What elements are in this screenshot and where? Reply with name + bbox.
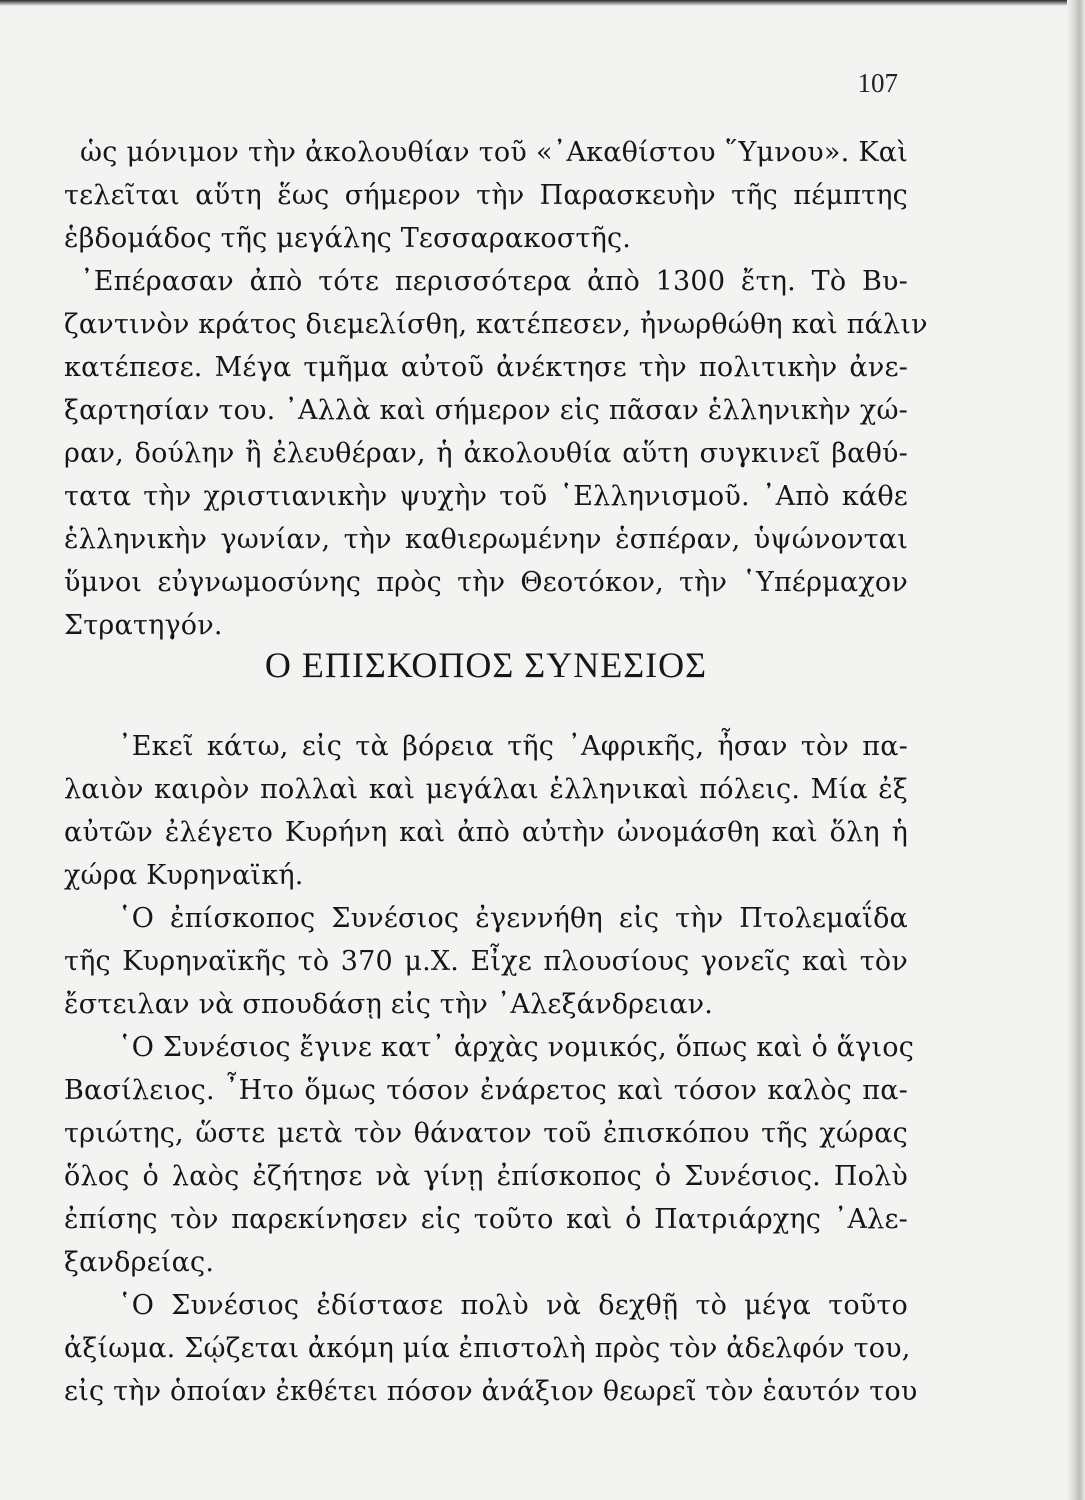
text-line: ὅλος ὁ λαὸς ἐζήτησε νὰ γίνῃ ἐπίσκοπος ὁ Συνέσιος. Πολὺ	[64, 1161, 908, 1192]
text-line: αὐτῶν ἐλέγετο Κυρήνη καὶ ἀπὸ αὐτὴν ὠνομάσθη καὶ ὅλη ἡ	[64, 817, 908, 848]
text-line: ὕμνοι εὐγνωμοσύνης πρὸς τὴν Θεοτόκον, τὴν ῾Υπέρμαχον	[64, 567, 908, 598]
text-line: ξανδρείας.	[64, 1247, 215, 1278]
text-line: τελεῖται αὕτη ἕως σήμερον τὴν Παρασκευὴν τῆς πέμπτης	[64, 180, 908, 211]
scan-top-shadow	[0, 0, 1085, 6]
text-line: τῆς Κυρηναϊκῆς τὸ 370 μ.Χ. Εἶχε πλουσίους γονεῖς καὶ τὸν	[64, 946, 908, 977]
text-line: ἑλληνικὴν γωνίαν, τὴν καθιερωμένην ἑσπέραν, ὑψώνονται	[64, 524, 908, 555]
text-line: χώρα Κυρηναϊκή.	[64, 860, 304, 891]
section-1-text	[64, 131, 928, 647]
text-line: ῾Ο Συνέσιος ἐδίστασε πολὺ νὰ δεχθῇ τὸ μέγα τοῦτο	[118, 1290, 908, 1321]
text-line: ἀξίωμα. Σῴζεται ἀκόμη μία ἐπιστολὴ πρὸς τὸν ἀδελφόν του,	[64, 1333, 911, 1364]
scan-right-edge	[1067, 0, 1085, 1500]
text-line: τριώτης, ὥστε μετὰ τὸν θάνατον τοῦ ἐπισκόπου τῆς χώρας	[64, 1118, 908, 1149]
text-line: εἰς τὴν ὁποίαν ἐκθέτει πόσον ἀνάξιον θεωρεῖ τὸν ἑαυτόν του	[64, 1376, 918, 1407]
text-line: Βασίλειος. ῏Ητο ὅμως τόσον ἐνάρετος καὶ τόσον καλὸς πα-	[64, 1075, 908, 1106]
text-line: τατα τὴν χριστιανικὴν ψυχὴν τοῦ ῾Ελληνισμοῦ. ᾿Απὸ κάθε	[64, 481, 908, 512]
text-line: ῾Ο ἐπίσκοπος Συνέσιος ἐγεννήθη εἰς τὴν Πτολεμαΐδα	[118, 903, 908, 934]
text-line: ἐπίσης τὸν παρεκίνησεν εἰς τοῦτο καὶ ὁ Πατριάρχης ᾿Αλε-	[64, 1204, 908, 1235]
text-line: ἔστειλαν νὰ σπουδάσῃ εἰς τὴν ᾿Αλεξάνδρειαν.	[64, 989, 714, 1020]
section-heading: Ο ΕΠΙΣΚΟΠΟΣ ΣΥΝΕΣΙΟΣ	[264, 645, 708, 685]
text-line: ξαρτησίαν του. ᾿Αλλὰ καὶ σήμερον εἰς πᾶσαν ἑλληνικὴν χώ-	[64, 395, 908, 426]
text-line: ῾Ο Συνέσιος ἔγινε κατ᾿ ἀρχὰς νομικός, ὅπως καὶ ὁ ἅγιος	[118, 1032, 915, 1063]
page-number: 107	[857, 68, 898, 98]
section-2-text	[64, 725, 918, 1413]
text-line: ὡς μόνιμον τὴν ἀκολουθίαν τοῦ «᾿Ακαθίστου ῞Υμνου». Καὶ	[80, 137, 908, 168]
text-line: ἑβδομάδος τῆς μεγάλης Τεσσαρακοστῆς.	[64, 223, 632, 254]
text-line: λαιὸν καιρὸν πολλαὶ καὶ μεγάλαι ἑλληνικαὶ πόλεις. Μία ἐξ	[64, 774, 908, 805]
text-line: κατέπεσε. Μέγα τμῆμα αὐτοῦ ἀνέκτησε τὴν πολιτικὴν ἀνε-	[64, 352, 908, 383]
text-line: ᾿Εκεῖ κάτω, εἰς τὰ βόρεια τῆς ᾿Αφρικῆς, ἦσαν τὸν πα-	[118, 731, 908, 762]
text-line: Στρατηγόν.	[64, 610, 223, 641]
text-line: ζαντινὸν κράτος διεμελίσθη, κατέπεσεν, ἠνωρθώθη καὶ πάλιν	[64, 309, 928, 340]
text-line: ᾿Επέρασαν ἀπὸ τότε περισσότερα ἀπὸ 1300 ἔτη. Τὸ Βυ-	[80, 266, 908, 297]
text-line: ραν, δούλην ἢ ἐλευθέραν, ἡ ἀκολουθία αὕτη συγκινεῖ βαθύ-	[64, 438, 908, 469]
